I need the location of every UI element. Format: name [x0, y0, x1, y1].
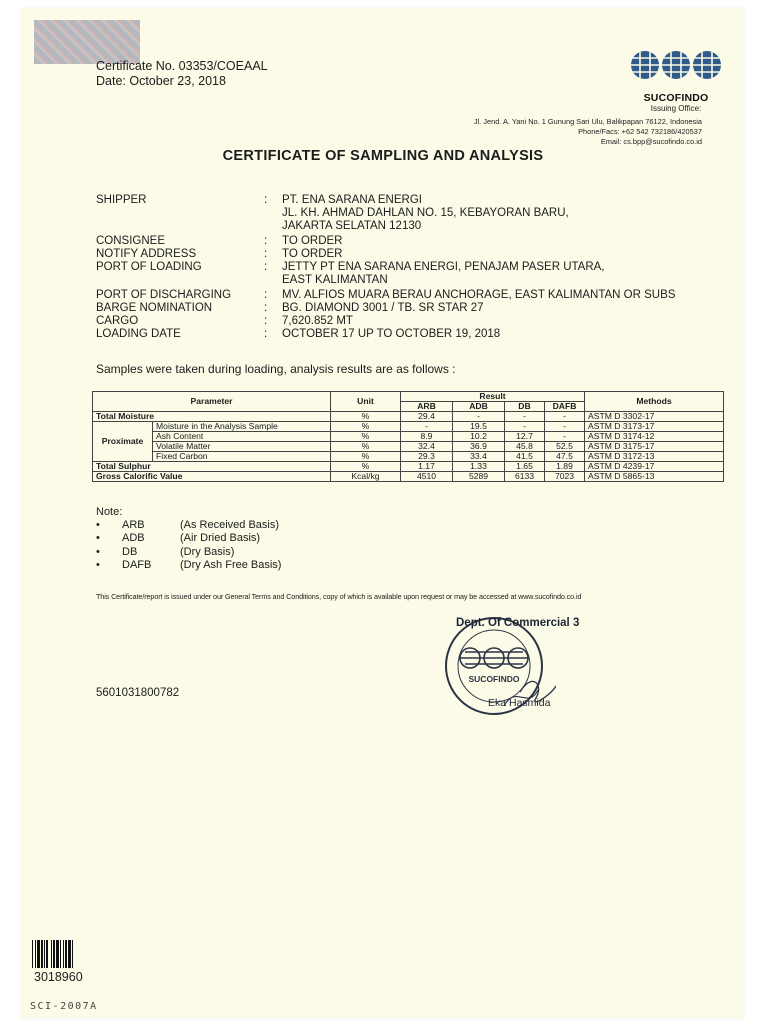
row-arb: 4510 [401, 472, 453, 482]
row-db: 45.8 [505, 442, 545, 452]
table-row [93, 462, 724, 472]
info-colon: : [264, 328, 268, 340]
info-value: TO ORDER [282, 248, 343, 260]
info-value: PT. ENA SARANA ENERGI [282, 194, 422, 206]
note-definition: (As Received Basis) [180, 519, 280, 532]
header-result: Result [401, 392, 585, 402]
row-adb: 19.5 [453, 422, 505, 432]
row-parameter: Volatile Matter [153, 442, 331, 452]
row-unit: Kcal/kg [331, 472, 401, 482]
info-value: EAST KALIMANTAN [282, 274, 388, 286]
info-value: JL. KH. AHMAD DAHLAN NO. 15, KEBAYORAN BARU, [282, 207, 569, 219]
row-adb: 5289 [453, 472, 505, 482]
row-db: 12.7 [505, 432, 545, 442]
info-value: MV. ALFIOS MUARA BERAU ANCHORAGE, EAST KALIMANTAN OR SUBS [282, 289, 676, 301]
note-item [96, 545, 235, 559]
barcode-bar [32, 940, 33, 968]
info-colon: : [264, 248, 268, 260]
row-method: ASTM D 3173-17 [585, 422, 724, 432]
barcode-bar [35, 940, 36, 968]
barcode-number: 3018960 [34, 970, 83, 984]
note-abbreviation: DAFB [122, 558, 152, 571]
info-colon: : [264, 315, 268, 327]
row-parameter: Gross Calorific Value [93, 472, 331, 482]
note-definition: (Air Dried Basis) [180, 532, 261, 545]
info-label: LOADING DATE [96, 328, 181, 340]
row-unit: % [331, 452, 401, 462]
barcode-bar [44, 940, 45, 968]
row-db: 6133 [505, 472, 545, 482]
info-label: CONSIGNEE [96, 235, 166, 247]
info-value: JAKARTA SELATAN 12130 [282, 220, 422, 232]
info-colon: : [264, 235, 268, 247]
header-adb: ADB [453, 402, 505, 412]
header-arb: ARB [401, 402, 453, 412]
note-item [96, 519, 280, 532]
row-adb: 33.4 [453, 452, 505, 462]
barcode-bar [46, 940, 48, 968]
table-row [93, 432, 724, 442]
row-parameter: Total Sulphur [93, 462, 331, 472]
certificate-page [22, 8, 744, 1018]
barcode-bar [53, 940, 55, 968]
stamp-logo-text: SUCOFINDO [468, 674, 520, 684]
row-arb: - [401, 422, 453, 432]
row-dafb: 52.5 [545, 442, 585, 452]
info-value: OCTOBER 17 UP TO OCTOBER 19, 2018 [282, 328, 501, 340]
form-code: SCI-2007A [30, 1001, 98, 1012]
document-title: CERTIFICATE OF SAMPLING AND ANALYSIS [222, 148, 544, 164]
barcode-icon [32, 940, 92, 968]
note-abbreviation: DB [122, 545, 138, 558]
document-number: 5601031800782 [96, 687, 180, 699]
sucofindo-logo [628, 44, 724, 113]
barcode-bar [65, 940, 67, 968]
certificate-number: Certificate No. 03353/COEAAL [96, 59, 268, 73]
row-parameter: Fixed Carbon [153, 452, 331, 462]
row-unit: % [331, 422, 401, 432]
row-method: ASTM D 3174-12 [585, 432, 724, 442]
row-parameter: Ash Content [153, 432, 331, 442]
row-arb: 29.4 [401, 412, 453, 422]
globe-logo-icon [630, 44, 722, 86]
row-dafb: - [545, 412, 585, 422]
note-item [96, 558, 282, 572]
office-address: Jl. Jend. A. Yani No. 1 Gunung Sari Ulu, Balikpapan 76122, Indonesia [473, 117, 702, 126]
stamp-department: Dept. Of Commercial 3 [456, 617, 580, 629]
barcode-bar [51, 940, 52, 968]
notes-title: Note: [96, 506, 123, 518]
note-abbreviation: ARB [122, 519, 145, 532]
analysis-results-table [92, 391, 724, 482]
row-dafb: - [545, 422, 585, 432]
proximate-label: Proximate [93, 422, 153, 462]
note-item [96, 532, 261, 545]
info-label: SHIPPER [96, 194, 147, 206]
row-db: - [505, 412, 545, 422]
row-dafb: 7023 [545, 472, 585, 482]
row-parameter: Moisture in the Analysis Sample [153, 422, 331, 432]
row-adb: 1.33 [453, 462, 505, 472]
info-colon: : [264, 194, 268, 206]
table-row [93, 422, 724, 432]
row-unit: % [331, 442, 401, 452]
header-methods: Methods [585, 392, 724, 412]
bullet: • [96, 532, 100, 545]
row-dafb: 1.89 [545, 462, 585, 472]
info-colon: : [264, 302, 268, 314]
table-row [93, 442, 724, 452]
revenue-stamp [34, 20, 140, 64]
header-dafb: DAFB [545, 402, 585, 412]
samples-statement: Samples were taken during loading, analysis results are as follows : [96, 362, 456, 376]
header-db: DB [505, 402, 545, 412]
signatory-name: Eka Hasmida [488, 697, 551, 709]
row-adb: 36.9 [453, 442, 505, 452]
barcode-bar [72, 940, 73, 968]
row-unit: % [331, 462, 401, 472]
barcode-bar [37, 940, 40, 968]
info-label: PORT OF LOADING [96, 261, 202, 273]
row-arb: 29.3 [401, 452, 453, 462]
row-method: ASTM D 3172-13 [585, 452, 724, 462]
row-arb: 32.4 [401, 442, 453, 452]
row-dafb: 47.5 [545, 452, 585, 462]
note-abbreviation: ADB [122, 532, 145, 545]
row-adb: - [453, 412, 505, 422]
office-phone: Phone/Facs: +62 542 732186/420537 [578, 127, 702, 136]
note-definition: (Dry Ash Free Basis) [180, 558, 282, 571]
info-label: NOTIFY ADDRESS [96, 248, 197, 260]
bullet: • [96, 545, 100, 558]
row-method: ASTM D 5865-13 [585, 472, 724, 482]
info-colon: : [264, 261, 268, 273]
office-address-block [474, 117, 702, 147]
bullet: • [96, 558, 100, 571]
row-unit: % [331, 432, 401, 442]
logo-wordmark: SUCOFINDO [643, 92, 709, 104]
info-label: BARGE NOMINATION [96, 302, 213, 314]
note-definition: (Dry Basis) [180, 545, 235, 558]
row-method: ASTM D 3302-17 [585, 412, 724, 422]
office-email: Email: cs.bpp@sucofindo.co.id [600, 137, 702, 146]
table-row [93, 452, 724, 462]
barcode-bar [56, 940, 59, 968]
table-row [93, 412, 724, 422]
header-unit: Unit [331, 392, 401, 412]
row-db: 41.5 [505, 452, 545, 462]
terms-statement: This Certificate/report is issued under our General Terms and Conditions, copy of which is available upon request or may be accessed at www.sucofindo.co.id [96, 592, 582, 601]
bullet: • [96, 519, 100, 532]
info-value: JETTY PT ENA SARANA ENERGI, PENAJAM PASER UTARA, [282, 261, 605, 273]
row-dafb: - [545, 432, 585, 442]
row-method: ASTM D 4239-17 [585, 462, 724, 472]
barcode-bar [63, 940, 64, 968]
row-arb: 1.17 [401, 462, 453, 472]
barcode-bar [68, 940, 71, 968]
info-value: 7,620.852 MT [282, 315, 353, 327]
row-db: - [505, 422, 545, 432]
info-value: BG. DIAMOND 3001 / TB. SR STAR 27 [282, 302, 484, 314]
issuing-office-label: Issuing Office: [650, 104, 702, 113]
notes-section [96, 506, 282, 572]
info-colon: : [264, 289, 268, 301]
barcode-bar [41, 940, 43, 968]
row-db: 1.65 [505, 462, 545, 472]
row-method: ASTM D 3175-17 [585, 442, 724, 452]
header-parameter: Parameter [93, 392, 331, 412]
info-value: TO ORDER [282, 235, 343, 247]
info-label: CARGO [96, 315, 139, 327]
certificate-date: Date: October 23, 2018 [96, 74, 226, 88]
info-label: PORT OF DISCHARGING [96, 289, 232, 301]
row-arb: 8.9 [401, 432, 453, 442]
row-adb: 10.2 [453, 432, 505, 442]
row-parameter: Total Moisture [93, 412, 331, 422]
barcode-bar [60, 940, 61, 968]
row-unit: % [331, 412, 401, 422]
table-row [93, 472, 724, 482]
